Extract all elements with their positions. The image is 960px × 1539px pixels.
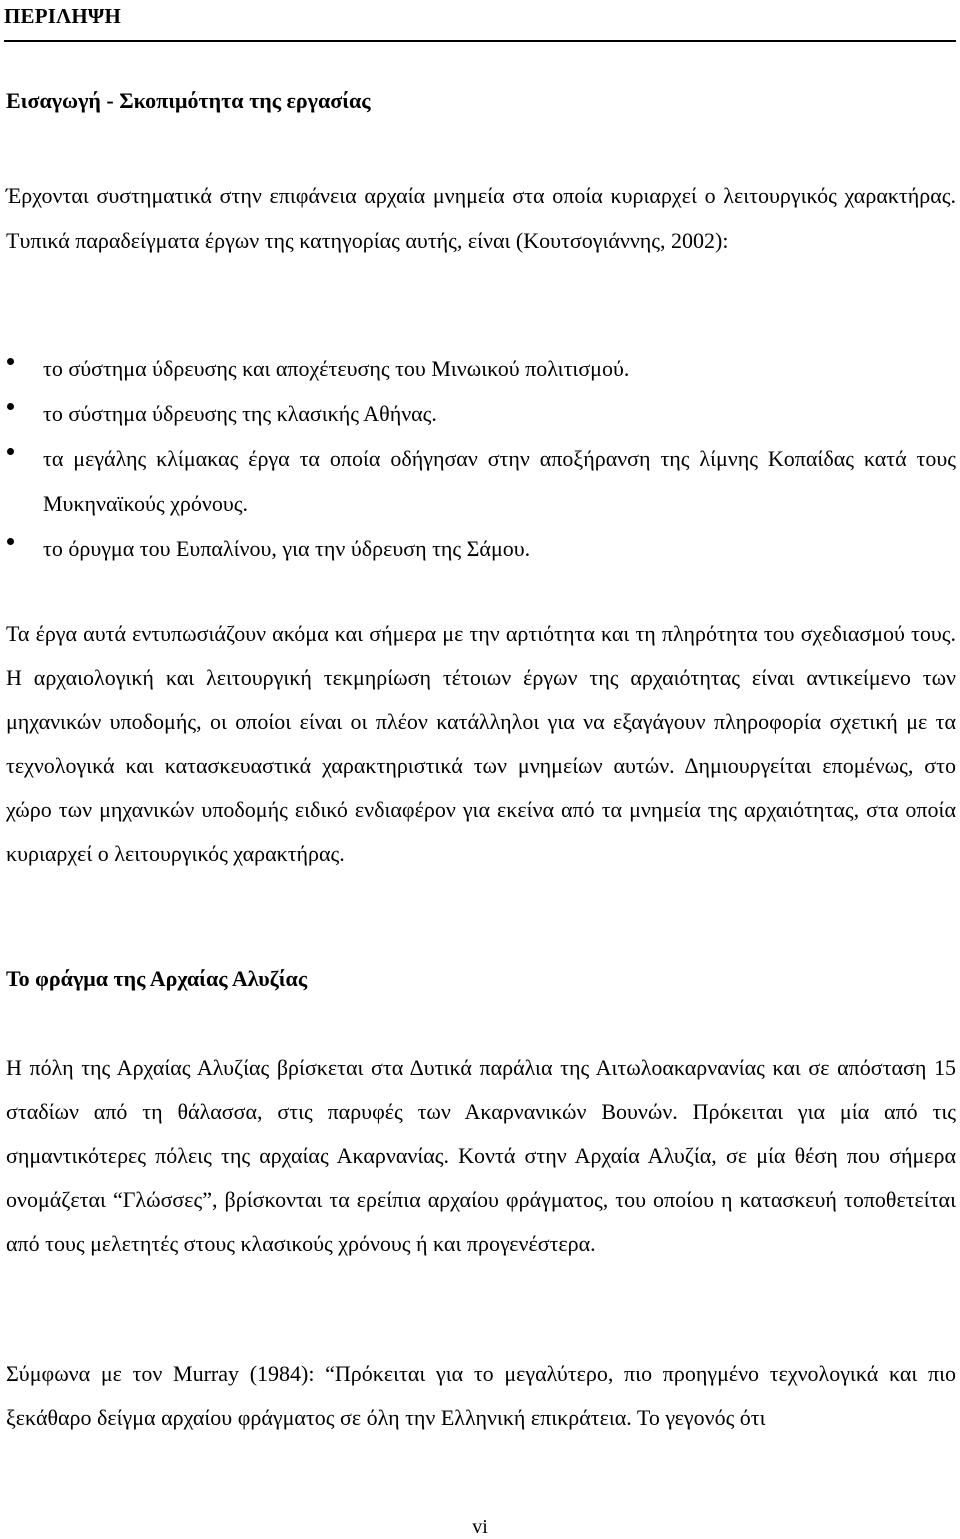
- intro-text: Έρχονται συστηματικά στην επιφάνεια αρχαία μνημεία στα οποία κυριαρχεί ο λειτουργικός χαρακτήρας. Τυπικά παραδείγματα έργων της κατηγορίας αυτής, είναι (Κουτσογιάννης, 2002):: [6, 183, 956, 253]
- section-heading-introduction: Εισαγωγή - Σκοπιμότητα της εργασίας: [6, 88, 371, 113]
- bullet-icon: [7, 448, 14, 455]
- list-item: [6, 346, 956, 391]
- page-number: vi: [472, 1516, 488, 1538]
- body-text: Τα έργα αυτά εντυπωσιάζουν ακόμα και σήμερα με την αρτιότητα και τη πληρότητα του σχεδιασμού τους. Η αρχαιολογική και λειτουργική τεκμηρίωση τέτοιων έργων της αρχαιότητας είναι αντικείμενο των μηχανικών υποδομής, οι οποίοι είναι οι πλέον κατάλληλοι για να εξαγάγουν πληροφορία σχετική με τα τεχνολογικά και κατασκευαστικά χαρακτηριστικά των μνημείων αυτών. Δημιουργείται επομένως, στο χώρο των μηχανικών υποδομής ειδικό ενδιαφέρον για εκείνα από τα μνημεία της αρχαιότητας, στα οποία κυριαρχεί ο λειτουργικός χαρακτήρας.: [6, 621, 956, 866]
- list-item-text: τα μεγάλης κλίμακας έργα τα οποία οδήγησαν στην αποξήρανση της λίμνης Κοπαίδας κατά τους Μυκηναϊκούς χρόνους.: [43, 446, 956, 516]
- page-header-title: ΠΕΡΙΛΗΨΗ: [4, 4, 122, 28]
- dam-paragraph: [6, 1046, 956, 1266]
- murray-paragraph: [6, 1352, 956, 1440]
- list-item-text: το σύστημα ύδρευσης και αποχέτευσης του Μινωικού πολιτισμού.: [43, 356, 630, 381]
- list-item: [6, 436, 956, 526]
- list-item: [6, 391, 956, 436]
- intro-paragraph: [6, 173, 956, 263]
- bullet-icon: [7, 403, 14, 410]
- bullet-icon: [7, 538, 14, 545]
- bullet-icon: [7, 358, 14, 365]
- list-item-text: το σύστημα ύδρευσης της κλασικής Αθήνας.: [43, 401, 437, 426]
- page-header: [4, 0, 956, 42]
- list-item: [6, 526, 956, 571]
- body-paragraph: [6, 612, 956, 876]
- examples-list: [6, 346, 956, 571]
- dam-text: Η πόλη της Αρχαίας Αλυζίας βρίσκεται στα Δυτικά παράλια της Αιτωλοακαρνανίας και σε απόσταση 15 σταδίων από τη θάλασσα, στις παρυφές των Ακαρνανικών Βουνών. Πρόκειται για μία από τις σημαντικότερες πόλεις της αρχαίας Ακαρνανίας. Κοντά στην Αρχαία Αλυζία, σε μία θέση που σήμερα ονομάζεται “Γλώσσες”, βρίσκονται τα ερείπια αρχαίου φράγματος, του οποίου η κατασκευή τοποθετείται από τους μελετητές στους κλασικούς χρόνους ή και προγενέστερα.: [6, 1055, 956, 1256]
- list-item-text: το όρυγμα του Ευπαλίνου, για την ύδρευση της Σάμου.: [43, 536, 531, 561]
- murray-text: Σύμφωνα με τον Murray (1984): “Πρόκειται για το μεγαλύτερο, πιο προηγμένο τεχνολογικά και πιο ξεκάθαρο δείγμα αρχαίου φράγματος σε όλη την Ελληνική επικράτεια. Το γεγονός ότι: [6, 1361, 956, 1430]
- section-heading-dam: Το φράγμα της Αρχαίας Αλυζίας: [6, 966, 308, 991]
